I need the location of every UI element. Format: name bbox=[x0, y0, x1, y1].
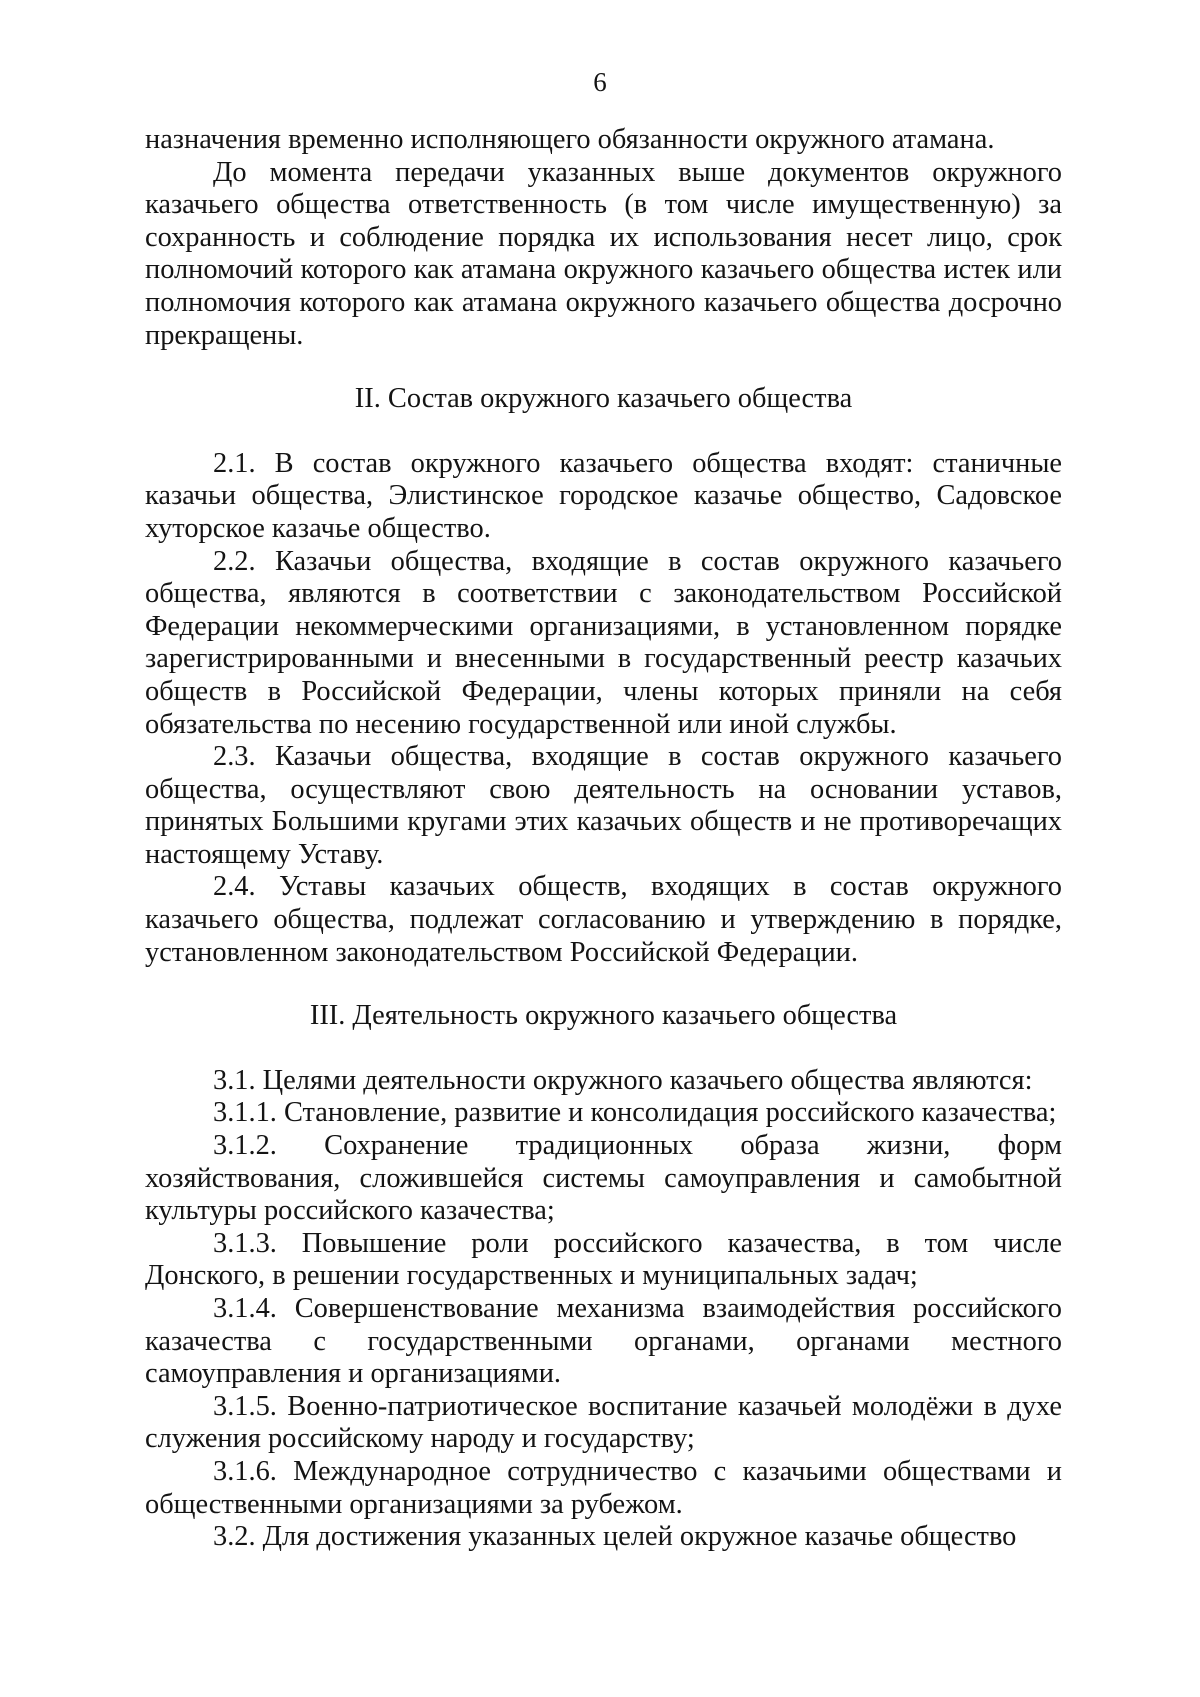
paragraph-3-1-2: 3.1.2. Сохранение традиционных образа жизни, форм хозяйствования, сложившейся системы самоуправления и самобытной культуры российского казачества; bbox=[145, 1130, 1062, 1227]
paragraph-2-3: 2.3. Казачьи общества, входящие в состав окружного казачьего общества, осуществляют свою деятельность на основании уставов, принятых Большими кругами этих казачьих обществ и не противоречащих настоящему Уставу. bbox=[145, 741, 1062, 870]
paragraph-3-1-3: 3.1.3. Повышение роли российского казачества, в том числе Донского, в решении государственных и муниципальных задач; bbox=[145, 1227, 1062, 1292]
paragraph-3-2: 3.2. Для достижения указанных целей окружное казачье общество bbox=[213, 1521, 1017, 1553]
paragraph-3-1-6: 3.1.6. Международное сотрудничество с казачьими обществами и общественными организациями за рубежом. bbox=[145, 1455, 1062, 1520]
section-heading-composition: II. Состав окружного казачьего общества bbox=[354, 383, 853, 415]
page-number: 6 bbox=[593, 67, 607, 97]
paragraph-2-4: 2.4. Уставы казачьих обществ, входящих в состав окружного казачьего общества, подлежат согласованию и утверждению в порядке, установленном законодательством Российской Федерации. bbox=[145, 871, 1062, 968]
paragraph-continuation: назначения временно исполняющего обязанности окружного атамана. bbox=[145, 124, 995, 155]
section-heading-activity: III. Деятельность окружного казачьего общества bbox=[309, 1000, 898, 1032]
document-body bbox=[145, 124, 1062, 1554]
paragraph-3-1-4: 3.1.4. Совершенствование механизма взаимодействия российского казачества с государственными органами, органами местного самоуправления и организациями. bbox=[145, 1293, 1062, 1390]
paragraph-2-2: 2.2. Казачьи общества, входящие в состав окружного казачьего общества, являются в соответствии с законодательством Российской Федерации некоммерческими организациями, в установленном порядке зарегистрированными и внесенными в государственный реестр казачьих обществ в Российской Федерации, члены которых приняли на себя обязательства по несению государственной или иной службы. bbox=[145, 545, 1062, 740]
paragraph-2-1: 2.1. В состав окружного казачьего общества входят: станичные казачьи общества, Элистинское городское казачье общество, Садовское хуторское казачье общество. bbox=[145, 447, 1062, 544]
paragraph-3-1-1: 3.1.1. Становление, развитие и консолидация российского казачества; bbox=[213, 1097, 1057, 1129]
paragraph-responsibility: До момента передачи указанных выше документов окружного казачьего общества ответственность (в том числе имущественную) за сохранность и соблюдение порядка их использования несет лицо, срок полномочий которого как атамана окружного казачьего общества истек или полномочия которого как атамана окружного казачьего общества досрочно прекращены. bbox=[145, 156, 1062, 351]
paragraph-3-1-5: 3.1.5. Военно-патриотическое воспитание казачьей молодёжи в духе служения российскому народу и государству; bbox=[145, 1390, 1062, 1455]
paragraph-3-1: 3.1. Целями деятельности окружного казачьего общества являются: bbox=[213, 1064, 1033, 1096]
